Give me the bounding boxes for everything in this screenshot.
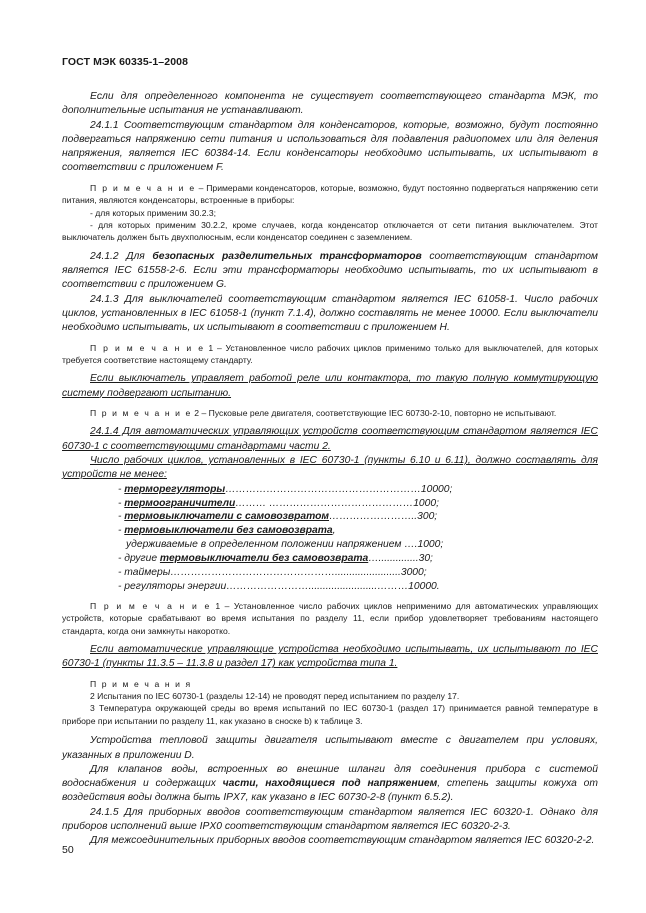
list-item: удерживаемые в определенном положении напряжением ….1000; [126,539,444,551]
paragraph: Для клапанов воды, встроенных во внешние шланги для соединения прибора с системой водоснабжения и содержащих части, находящиеся под напряжением, степень защиты кожуха от воздействия воды должна быть IPX7, как указано в IEC 60730-2-8 (пункт 6.5.2). [62,763,598,804]
note [62,342,598,367]
cycles-list [62,483,598,594]
note-label: П р и м е ч а н и е [90,408,192,418]
paragraph: Для межсоединительных приборных вводов соответствующим стандартом является IEC 60320-2-2. [90,835,595,847]
notes-label: П р и м е ч а н и я [90,678,192,689]
clause-24-1-4: 24.1.4 Для автоматических управляющих устройств соответствующим стандартом является IEC 60730-1 с соответствующими стандартами части 2. [62,426,598,452]
clause-24-1-1: 24.1.1 Соответствующим стандартом для конденсаторов, которые, возможно, будут постоянно подвергаться напряжению сети питания и использоваться для подавления радиопомех или для деления напряжения, является IEC 60384-14. Если конденсаторы необходимо испытывать, их испытывают в соответствии с приложением F. [62,119,598,174]
note-line: 2 Испытания по IEC 60730-1 (разделы 12-14) не проводят перед испытанием по разделу 17. [90,691,460,702]
note [62,407,598,419]
clause-24-1-3: 24.1.3 Для выключателей соответствующим стандартом является IEC 61058-1. Число рабочих циклов, установленных в IEC 61058-1 (пункт 7.1.4), должно составлять не менее 10000. Если выключатели необходимо испытывать, их испытывают в соответствии с приложением H. [62,293,598,334]
list-item: - другие термовыключатели без самовозврата…..............30; [118,553,433,565]
document-page [62,56,598,849]
note [62,600,598,637]
clause-24-1-5: 24.1.5 Для приборных вводов соответствующим стандартом является IEC 60320-1. Однако для приборов исполнений выше IPX0 соответствующим стандартом является IEC 60320-2-3. [62,806,598,833]
note-text: 2 – Пусковые реле двигателя, соответствующие IEC 60730-2-10, повторно не испытывают. [191,408,557,418]
term: безопасных разделительных трансформаторов [152,250,422,262]
document-header: ГОСТ МЭК 60335-1–2008 [62,56,189,68]
list-item: - термовыключатели без самовозврата, [118,525,336,537]
list-item: - регуляторы энергии……………………........................………10000. [118,580,440,592]
list-item: - термовыключатели с самовозвратом……………………..300; [118,511,438,523]
note-text: 1 – Установленное число рабочих циклов неприменимо для автоматических управляющих устройств, которые срабатывают во время испытания по разделу 11, если прибор удовлетворяет требованиям настоящего стандарта, когда они замкнуты накоротко. [62,600,598,636]
note-line: - для которых применим 30.2.3; [90,207,217,218]
paragraph: Если автоматические управляющие устройства необходимо испытывать, их испытывают по IEC 60730-1 (пункты 11.3.5 – 11.3.8 и раздел 17) как устройства типа 1. [62,644,598,670]
list-item: - терморегуляторы…………………………………………………10000; [118,483,453,495]
note-line: - для которых применим 30.2.2, кроме случаев, когда конденсатор отключается от сети питания выключателем. Этот выключатель должен быть двухполюсным, если конденсатор соединен с заземлением. [62,220,598,243]
clause-24-1-2: 24.1.2 Для безопасных разделительных трансформаторов соответствующим стандартом является IEC 61558-2-6. Если эти трансформаторы необходимо испытывать, то их испытывают в соответствии с приложением G. [62,250,598,291]
page-number: 50 [62,844,74,856]
paragraph: Устройства тепловой защиты двигателя испытывают вместе с двигателем при условиях, указанных в приложении D. [62,735,598,761]
note-text: – Примерами конденсаторов, которые, возможно, будут постоянно подвергаться напряжению сети питания, являются конденсаторы, встроенные в приборы: [62,182,598,206]
note-text: 1 – Установленное число рабочих циклов применимо только для выключателей, для которых требуется соответствие настоящему стандарту. [62,342,598,365]
note-label: П р и м е ч а н и е [90,600,211,611]
list-item: - таймеры………………………………………….......................3000; [118,567,427,579]
note-label: П р и м е ч а н и е [90,342,205,353]
paragraph: Число рабочих циклов, установленных в IEC 60730-1 (пункты 6.10 и 6.11), должно составлять для устройств не менее: [62,455,598,481]
paragraph: Если выключатель управляет работой реле или контактора, то такую полную коммутирующую систему подвергают испытанию. [62,373,598,399]
note-line: 3 Температура окружающей среды во время испытаний по IEC 60730-1 (раздел 17) принимается равной температуре в приборе при испытании по разделу 11, как указано в сноске b) к таблице 3. [62,703,598,726]
note [62,182,598,207]
list-item: - термоограничители……… ……………………………………1000; [118,497,439,509]
paragraph: Если для определенного компонента не существует соответствующего стандарта МЭК, то дополнительные испытания не устанавливают. [62,91,598,117]
note-label: П р и м е ч а н и е [90,182,196,193]
term: части, находящиеся под напряжением [222,778,438,790]
